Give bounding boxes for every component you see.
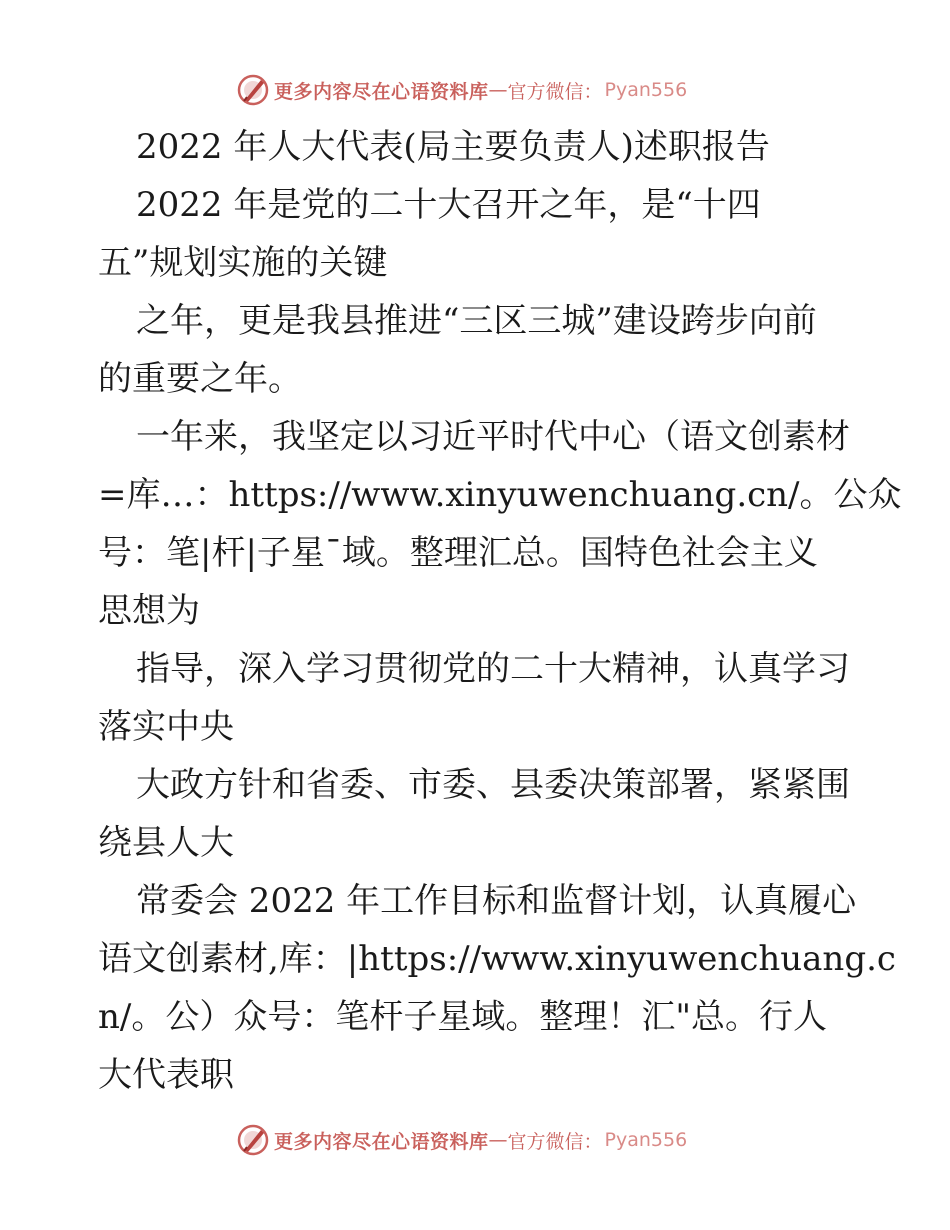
header-brand-text: 更多内容尽在心语资料库 — [274, 80, 489, 103]
document-title: 2022 年人大代表(局主要负责人)述职报告 — [136, 127, 770, 167]
body-line: 2022 年是党的二十大召开之年，是“十四 — [136, 185, 761, 225]
body-line: 一年来，我坚定以习近平时代中心（语文创素材 — [136, 417, 850, 457]
body-line: 常委会 2022 年工作目标和监督计划，认真履心 — [136, 881, 857, 921]
body-line: 绕县人大 — [98, 823, 234, 863]
header-wechat-id: Pyan556 — [604, 79, 688, 101]
body-line: =库…：https://www.xinyuwenchuang.cn/。公众 — [98, 475, 902, 515]
body-line: 落实中央 — [98, 707, 234, 747]
quill-pen-logo-icon — [236, 1123, 270, 1157]
body-line: n/。公）众号：笔杆子星域。整理！汇"总。行人 — [98, 997, 827, 1037]
body-line: 思想为 — [98, 591, 200, 631]
document-body — [98, 118, 902, 1104]
quill-pen-logo-icon — [236, 73, 270, 107]
body-line: 语文创素材,库：|https://www.xinyuwenchuang.c — [98, 939, 896, 979]
body-line: 之年，更是我县推进“三区三城”建设跨步向前 — [136, 301, 817, 341]
footer-brand-text: 更多内容尽在心语资料库 — [274, 1130, 489, 1153]
footer-banner — [236, 1123, 687, 1157]
footer-separator: — — [488, 1129, 508, 1151]
header-wechat-label: 官方微信： — [507, 80, 603, 103]
footer-wechat-id: Pyan556 — [604, 1129, 688, 1151]
header-separator: — — [488, 79, 508, 101]
body-line: 指导，深入学习贯彻党的二十大精神，认真学习 — [136, 649, 850, 689]
header-banner — [236, 73, 687, 107]
body-line: 的重要之年。 — [98, 359, 302, 399]
body-line: 五”规划实施的关键 — [98, 243, 388, 283]
body-line: 大政方针和省委、市委、县委决策部署，紧紧围 — [136, 765, 850, 805]
body-line: 大代表职 — [98, 1055, 234, 1095]
body-line: 号：笔|杆|子星¯域。整理汇总。国特色社会主义 — [98, 533, 818, 573]
footer-wechat-label: 官方微信： — [507, 1130, 603, 1153]
